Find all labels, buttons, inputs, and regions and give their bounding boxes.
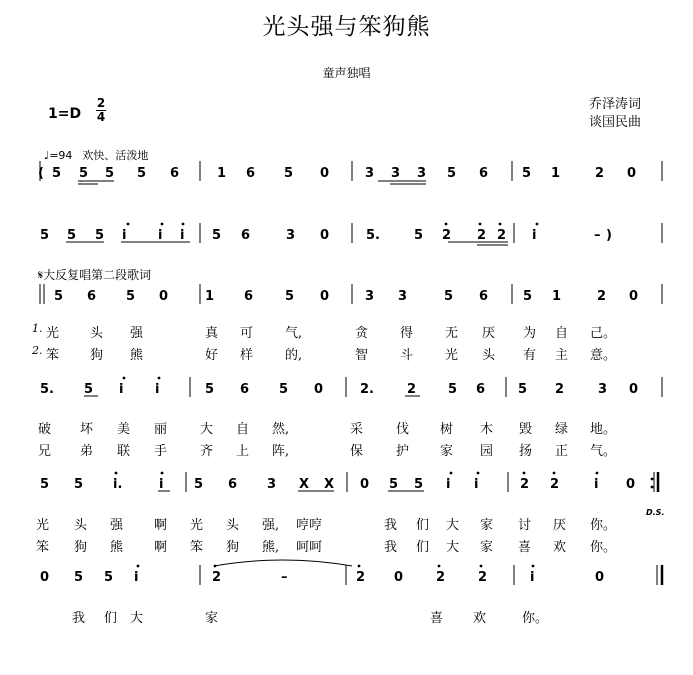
lyric-syllable: 大 [200, 422, 214, 437]
note: 5 [285, 289, 295, 304]
lyric-syllable: 啊 [154, 540, 168, 555]
lyric-syllable: 破 [38, 422, 52, 437]
note: 5 [40, 228, 50, 243]
note: 3 [365, 289, 375, 304]
lyric-syllable: 联 [117, 444, 131, 459]
lyric-syllable: 笨 [190, 540, 204, 555]
lyric-syllable: 气。 [590, 444, 617, 459]
lyric-syllable: 喜 [518, 540, 532, 555]
note: 5 [523, 289, 533, 304]
tempo-text: 欢快、活泼地 [82, 149, 149, 162]
note: 5 [447, 166, 457, 181]
lyric-syllable: 护 [396, 444, 410, 459]
note: 3 [598, 382, 608, 397]
lyric-syllable: 为 [523, 326, 537, 341]
note: 5 [389, 477, 399, 492]
lyric-syllable: 你。 [590, 518, 617, 533]
note: i. [113, 477, 123, 492]
lyric-syllable: 自 [555, 326, 569, 341]
ds-mark: D.S. [646, 508, 665, 517]
lyric-syllable: 笨 [46, 348, 60, 363]
octave-dot [161, 472, 164, 475]
lyric-syllable: 得 [400, 326, 414, 341]
lyric-syllable: 头 [482, 348, 496, 363]
octave-dot [137, 565, 140, 568]
lyric-syllable: 狗 [74, 540, 88, 555]
note: i [158, 228, 163, 243]
octave-dot [479, 223, 482, 226]
note: 3 [391, 166, 401, 181]
note: 0 [626, 477, 636, 492]
note: 5. [366, 228, 380, 243]
note: 0 [159, 289, 169, 304]
lyric-syllable: 树 [440, 422, 454, 437]
lyric-syllable: 家 [205, 611, 219, 626]
lyric-syllable: 自 [236, 422, 250, 437]
octave-dot [127, 223, 130, 226]
lyric-syllable: 强 [110, 518, 124, 533]
octave-dot [445, 223, 448, 226]
lyric-syllable: 家 [480, 518, 494, 533]
lyric-syllable: 保 [350, 444, 364, 459]
lyric-syllable: 样 [240, 348, 254, 363]
note: 3 [417, 166, 427, 181]
note: 5 [279, 382, 289, 397]
note: 5 [54, 289, 64, 304]
note: 0 [314, 382, 324, 397]
note: 5 [284, 166, 294, 181]
note: 5 [212, 228, 222, 243]
lyric-syllable: 哼哼 [296, 518, 323, 533]
octave-dot [499, 223, 502, 226]
note: 5. [40, 382, 54, 397]
lyric-syllable: 然, [272, 422, 290, 437]
note: 2 [442, 228, 452, 243]
note: i [446, 477, 451, 492]
note: – [281, 570, 288, 585]
lyric-syllable: 正 [555, 444, 569, 459]
lyric-syllable: 呵呵 [296, 540, 323, 555]
lyric-syllable: 喜 [430, 611, 444, 626]
note: 5 [522, 166, 532, 181]
segno-instruction: 𝄋大反复唱第二段歌词 [38, 268, 152, 282]
repeat-dot [651, 478, 654, 481]
octave-dot [532, 565, 535, 568]
note: i [122, 228, 127, 243]
note: 3 [286, 228, 296, 243]
lyric-syllable: 光 [445, 348, 459, 363]
note: 2 [436, 570, 446, 585]
octave-dot [523, 472, 526, 475]
lyric-syllable: 意。 [590, 348, 617, 363]
note: 2 [497, 228, 507, 243]
octave-dot [536, 223, 539, 226]
note: 3 [267, 477, 277, 492]
lyric-syllable: 讨 [518, 518, 532, 533]
note: 0 [320, 166, 330, 181]
note: 2 [477, 228, 487, 243]
octave-dot [115, 472, 118, 475]
lyric-syllable: 真 [205, 326, 219, 341]
note: i [134, 570, 139, 585]
lyric-syllable: 2. [32, 344, 43, 357]
note: 1 [551, 166, 561, 181]
tempo-mark: ♩=94 [44, 149, 73, 162]
time-signature-bottom: 4 [96, 110, 106, 124]
key-signature: 1=D [48, 106, 82, 122]
note: i [119, 382, 124, 397]
lyric-syllable: 家 [480, 540, 494, 555]
note: 1 [217, 166, 227, 181]
note: 2. [360, 382, 374, 397]
note: 5 [74, 477, 84, 492]
lyric-syllable: 我 [384, 540, 398, 555]
lyric-syllable: 主 [555, 348, 569, 363]
octave-dot [480, 565, 483, 568]
note: 5 [40, 477, 50, 492]
note: ) [606, 228, 612, 243]
lyric-syllable: 可 [240, 326, 254, 341]
note: 5 [194, 477, 204, 492]
lyric-syllable: 绿 [555, 422, 569, 437]
lyric-syllable: 阵, [272, 444, 290, 459]
lyric-syllable: 斗 [400, 348, 414, 363]
lyric-syllable: 的, [285, 348, 303, 363]
lyric-syllable: 头 [74, 518, 88, 533]
note: 0 [627, 166, 637, 181]
note: 5 [105, 166, 115, 181]
lyric-syllable: 采 [350, 422, 364, 437]
note: 0 [394, 570, 404, 585]
note: 0 [320, 289, 330, 304]
lyric-syllable: 毁 [519, 422, 533, 437]
note: 5 [448, 382, 458, 397]
note: 3 [365, 166, 375, 181]
song-title: 光头强与笨狗熊 [262, 14, 431, 40]
note: – [594, 228, 601, 243]
lyric-syllable: 强, [262, 518, 280, 533]
note: 5 [52, 166, 62, 181]
octave-dot [450, 472, 453, 475]
note: 6 [246, 166, 256, 181]
note: 5 [84, 382, 94, 397]
lyric-syllable: 美 [117, 422, 131, 437]
note: 1 [552, 289, 562, 304]
note: 3 [398, 289, 408, 304]
note: 5 [414, 228, 424, 243]
lyricist-credit: 乔泽涛词 [588, 97, 641, 112]
note: 5 [67, 228, 77, 243]
octave-dot [158, 377, 161, 380]
lyric-syllable: 气, [285, 326, 303, 341]
lyric-syllable: 大 [446, 518, 460, 533]
note: 0 [40, 570, 50, 585]
lyric-syllable: 我 [384, 518, 398, 533]
note: i [159, 477, 164, 492]
octave-dot [123, 377, 126, 380]
lyric-syllable: 上 [236, 444, 250, 459]
lyric-syllable: 伐 [396, 422, 410, 437]
note: 6 [170, 166, 180, 181]
note: 6 [87, 289, 97, 304]
lyric-syllable: 强 [130, 326, 144, 341]
note: 2 [520, 477, 530, 492]
note: 0 [360, 477, 370, 492]
note: 2 [356, 570, 366, 585]
lyric-syllable: 丽 [154, 422, 168, 437]
lyric-syllable: 好 [205, 348, 219, 363]
note: i [530, 570, 535, 585]
lyric-syllable: 园 [480, 444, 494, 459]
lyric-syllable: 啊 [154, 518, 168, 533]
note: i [532, 228, 537, 243]
lyric-syllable: 狗 [226, 540, 240, 555]
octave-dot [553, 472, 556, 475]
note: 2 [212, 570, 222, 585]
note: 6 [244, 289, 254, 304]
lyric-syllable: 无 [445, 326, 459, 341]
octave-dot [358, 565, 361, 568]
note: 6 [228, 477, 238, 492]
lyric-syllable: 熊 [130, 348, 144, 363]
lyric-syllable: 己。 [590, 326, 617, 341]
lyric-syllable: 光 [46, 326, 60, 341]
note: 6 [240, 382, 250, 397]
note: 6 [479, 289, 489, 304]
lyric-syllable: 头 [226, 518, 240, 533]
note: 5 [79, 166, 89, 181]
lyric-syllable: 木 [480, 422, 494, 437]
lyric-syllable: 狗 [90, 348, 104, 363]
time-signature-top: 2 [96, 96, 106, 110]
note: ( [38, 166, 44, 181]
lyric-syllable: 弟 [80, 444, 94, 459]
lyric-syllable: 扬 [519, 444, 533, 459]
octave-dot [596, 472, 599, 475]
tie-arc [214, 560, 352, 566]
octave-dot [161, 223, 164, 226]
note: X [324, 477, 335, 492]
note: 6 [241, 228, 251, 243]
note: 5 [95, 228, 105, 243]
lyric-syllable: 熊, [262, 540, 280, 555]
note: 6 [479, 166, 489, 181]
note: 2 [478, 570, 488, 585]
lyric-syllable: 兄 [38, 444, 52, 459]
note: 5 [414, 477, 424, 492]
note: 0 [629, 289, 639, 304]
lyric-syllable: 你。 [522, 611, 549, 626]
note: 5 [518, 382, 528, 397]
lyric-syllable: 欢 [473, 611, 487, 626]
note: 5 [444, 289, 454, 304]
lyric-syllable: 有 [523, 348, 537, 363]
octave-dot [438, 565, 441, 568]
lyric-syllable: 我 [72, 611, 86, 626]
octave-dot [182, 223, 185, 226]
note: X [299, 477, 310, 492]
lyric-syllable: 厌 [553, 518, 567, 533]
note: 6 [476, 382, 486, 397]
note: 0 [320, 228, 330, 243]
composer-credit: 谈国民曲 [588, 115, 641, 130]
subtitle: 童声独唱 [322, 66, 371, 80]
lyric-syllable: 家 [440, 444, 454, 459]
note: 2 [555, 382, 565, 397]
note: i [474, 477, 479, 492]
lyric-syllable: 光 [190, 518, 204, 533]
lyric-syllable: 智 [355, 348, 369, 363]
lyric-syllable: 欢 [553, 540, 567, 555]
octave-dot [477, 472, 480, 475]
note: 5 [126, 289, 136, 304]
lyric-syllable: 大 [446, 540, 460, 555]
note: 1 [205, 289, 215, 304]
note: 5 [137, 166, 147, 181]
lyric-syllable: 地。 [590, 422, 617, 437]
lyric-syllable: 们 [416, 518, 430, 533]
note: i [155, 382, 160, 397]
note: 2 [597, 289, 607, 304]
note: 5 [74, 570, 84, 585]
note: 2 [595, 166, 605, 181]
lyric-syllable: 齐 [200, 444, 214, 459]
lyric-syllable: 手 [154, 444, 168, 459]
lyric-syllable: 贪 [355, 326, 369, 341]
note: i [594, 477, 599, 492]
lyric-syllable: 1. [32, 322, 43, 335]
lyric-syllable: 你。 [590, 540, 617, 555]
note: 0 [595, 570, 605, 585]
lyric-syllable: 头 [90, 326, 104, 341]
lyric-syllable: 坏 [80, 422, 94, 437]
note: 5 [104, 570, 114, 585]
lyric-syllable: 熊 [110, 540, 124, 555]
note: 0 [629, 382, 639, 397]
note: 5 [205, 382, 215, 397]
note: i [180, 228, 185, 243]
note: 2 [407, 382, 417, 397]
lyric-syllable: 笨 [36, 540, 50, 555]
lyric-syllable: 光 [36, 518, 50, 533]
lyric-syllable: 们 [104, 611, 118, 626]
lyric-syllable: 厌 [482, 326, 496, 341]
lyric-syllable: 们 [416, 540, 430, 555]
repeat-dot [651, 486, 654, 489]
note: 2 [550, 477, 560, 492]
lyric-syllable: 大 [130, 611, 144, 626]
